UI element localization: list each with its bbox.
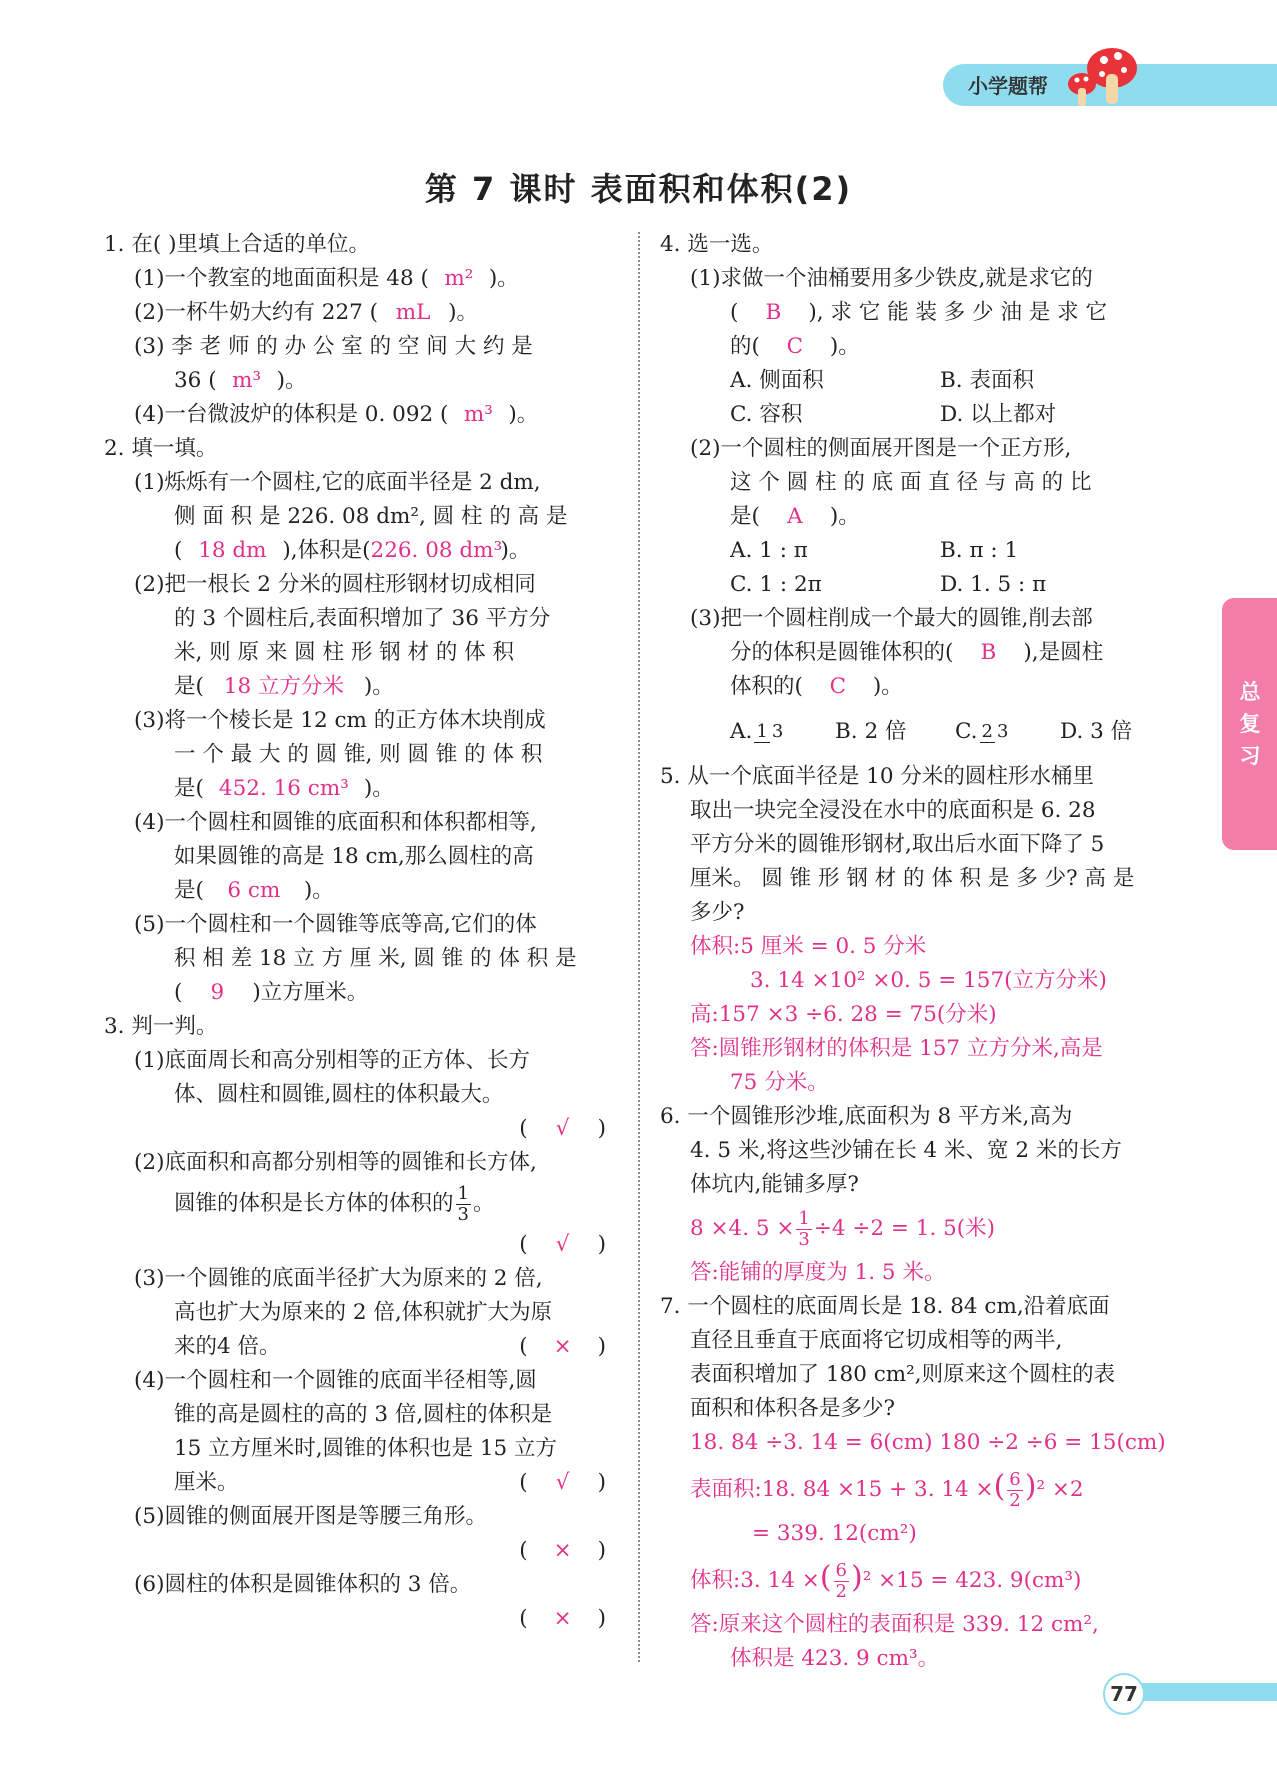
q2-stem: 2. 填一填。 bbox=[104, 436, 218, 461]
answer: √ bbox=[555, 1232, 570, 1257]
q2-item-5-answer: ( 9 )立方厘米。 bbox=[104, 976, 614, 1010]
q3-text: (2)底面积和高都分别相等的圆锥和长方体, bbox=[134, 1150, 537, 1175]
q2-item-2-answer: 是( 18 立方分米 )。 bbox=[104, 670, 614, 704]
question-4 bbox=[660, 228, 1170, 760]
q2-text: (1)烁烁有一个圆柱,它的底面半径是 2 dm, bbox=[134, 470, 541, 495]
answer: B bbox=[765, 300, 782, 325]
q4-options: C. 容积 D. 以上都对 bbox=[730, 402, 1057, 427]
answer: 18 立方分米 bbox=[223, 674, 344, 699]
q1-item-1: (1)一个教室的地面面积是 48 ( m² )。 bbox=[104, 262, 614, 296]
question-7 bbox=[660, 1290, 1170, 1676]
answer: 6 cm bbox=[227, 878, 281, 903]
q4-item-3-answer: 分的体积是圆锥体积的( B ),是圆柱 bbox=[660, 636, 1170, 670]
answer: C bbox=[829, 674, 847, 699]
q2-text: (5)一个圆柱和一个圆锥等底等高,它们的体 bbox=[134, 912, 537, 937]
q4-options: A. 1 3 B. 2 倍 C. 2 3 D. 3 倍 bbox=[730, 719, 1133, 744]
q1-stem: 1. 在( )里填上合适的单位。 bbox=[104, 232, 370, 257]
q2-text: (3)将一个棱长是 12 cm 的正方体木块削成 bbox=[134, 708, 546, 733]
q3-judge-4: 厘米。 ( √ ) bbox=[104, 1466, 614, 1500]
q2-text: (4)一个圆柱和圆锥的底面积和体积都相等, bbox=[134, 810, 537, 835]
q3-stem: 3. 判一判。 bbox=[104, 1014, 218, 1039]
q4-text: (1)求做一个油桶要用多少铁皮,就是求它的 bbox=[690, 266, 1093, 291]
q7-text: 直径且垂直于底面将它切成相等的两半, bbox=[690, 1328, 1063, 1353]
answer: C bbox=[786, 334, 804, 359]
q3-text: (5)圆锥的侧面展开图是等腰三角形。 bbox=[134, 1504, 487, 1529]
q1-item-4: (4)一台微波炉的体积是 0. 092 ( m³ )。 bbox=[104, 398, 614, 432]
right-column bbox=[660, 228, 1170, 1676]
q3-text: 高也扩大为原来的 2 倍,体积就扩大为原 bbox=[174, 1300, 553, 1325]
q2-item-3-answer: 是( 452. 16 cm³ )。 bbox=[104, 772, 614, 806]
q5-solution: 3. 14 ×10² ×0. 5 = 157(立方分米) bbox=[750, 968, 1107, 993]
q5-solution: 答:圆锥形钢材的体积是 157 立方分米,高是 bbox=[690, 1036, 1103, 1061]
q3-text: (1)底面周长和高分别相等的正方体、长方 bbox=[134, 1048, 530, 1073]
q7-solution: 体积是 423. 9 cm³。 bbox=[730, 1646, 940, 1671]
q2-text: 如果圆锥的高是 18 cm,那么圆柱的高 bbox=[174, 844, 534, 869]
q2-text: 侧 面 积 是 226. 08 dm², 圆 柱 的 高 是 bbox=[174, 504, 568, 529]
q3-text: (3)一个圆锥的底面半径扩大为原来的 2 倍, bbox=[134, 1266, 543, 1291]
answer: √ bbox=[555, 1116, 570, 1141]
q7-text: 表面积增加了 180 cm²,则原来这个圆柱的表 bbox=[690, 1362, 1116, 1387]
answer: √ bbox=[555, 1470, 570, 1495]
left-column bbox=[104, 228, 614, 1636]
q2-text: 积 相 差 18 立 方 厘 米, 圆 锥 的 体 积 是 bbox=[174, 946, 577, 971]
q6-text: 4. 5 米,将这些沙铺在长 4 米、宽 2 米的长方 bbox=[690, 1138, 1122, 1163]
q3-text: (6)圆柱的体积是圆锥体积的 3 倍。 bbox=[134, 1572, 472, 1597]
q4-item-3-answer: 体积的( C )。 bbox=[660, 670, 1170, 704]
q5-text: 5. 从一个底面半径是 10 分米的圆柱形水桶里 bbox=[660, 764, 1094, 789]
q2-item-1-answers: ( 18 dm ),体积是(226. 08 dm³)。 bbox=[104, 534, 614, 568]
q6-solution: 8 ×4. 5 × $\frac{1}{3}$ ÷4 ÷2 = 1. 5(米) bbox=[690, 1207, 996, 1250]
page-number: 77 bbox=[1103, 1673, 1145, 1715]
q4-item-1-answer: 的( C )。 bbox=[660, 330, 1170, 364]
q4-text: (3)把一个圆柱削成一个最大的圆锥,削去部 bbox=[690, 606, 1093, 631]
q7-text: 7. 一个圆柱的底面周长是 18. 84 cm,沿着底面 bbox=[660, 1294, 1110, 1319]
q3-judge-3: 来的4 倍。 ( × ) bbox=[104, 1330, 614, 1364]
answer: B bbox=[980, 640, 997, 665]
q1-item-3: (3) 李 老 师 的 办 公 室 的 空 间 大 约 是 bbox=[134, 334, 533, 359]
q1-item-3-cont: 36 ( m³ )。 bbox=[104, 364, 614, 398]
q4-item-1-answer: ( B ), 求 它 能 装 多 少 油 是 求 它 bbox=[660, 296, 1170, 330]
q2-text: 一 个 最 大 的 圆 锥, 则 圆 锥 的 体 积 bbox=[174, 742, 543, 767]
q4-options: A. 侧面积 B. 表面积 bbox=[730, 368, 1034, 393]
q4-stem: 4. 选一选。 bbox=[660, 232, 774, 257]
fraction: $\frac{6}{2}$ bbox=[1009, 1468, 1021, 1511]
q2-text: 米, 则 原 来 圆 柱 形 钢 材 的 体 积 bbox=[174, 640, 515, 665]
q3-judge-6: ( × ) bbox=[104, 1602, 614, 1636]
q5-solution: 75 分米。 bbox=[730, 1070, 829, 1095]
page-title: 第 7 课时 表面积和体积(2) bbox=[424, 170, 853, 208]
q5-text: 多少? bbox=[690, 900, 745, 925]
q4-text: 这 个 圆 柱 的 底 面 直 径 与 高 的 比 bbox=[730, 470, 1092, 495]
q5-solution: 高:157 ×3 ÷6. 28 = 75(分米) bbox=[690, 1002, 997, 1027]
q5-text: 平方分米的圆锥形钢材,取出后水面下降了 5 bbox=[690, 832, 1105, 857]
q4-options: C. 1 : 2π D. 1. 5 : π bbox=[730, 572, 1047, 597]
answer: mL bbox=[395, 300, 431, 325]
q4-item-2-answer: 是( A )。 bbox=[660, 500, 1170, 534]
q3-text: 15 立方厘米时,圆锥的体积也是 15 立方 bbox=[174, 1436, 558, 1461]
question-5 bbox=[660, 760, 1170, 1100]
header-brand: 小学题帮 bbox=[968, 74, 1048, 98]
q3-text: 体、圆柱和圆锥,圆柱的体积最大。 bbox=[174, 1082, 504, 1107]
q7-solution: 体积:3. 14 ×( $\frac{6}{2}$ )² ×15 = 423. 9(cm³) bbox=[690, 1559, 1082, 1602]
column-divider bbox=[638, 232, 640, 1662]
q3-text: 圆锥的体积是长方体的体积的 $\frac{1}{3}$ 。 bbox=[174, 1182, 495, 1225]
q6-text: 6. 一个圆锥形沙堆,底面积为 8 平方米,高为 bbox=[660, 1104, 1073, 1129]
q4-text: (2)一个圆柱的侧面展开图是一个正方形, bbox=[690, 436, 1072, 461]
question-3 bbox=[104, 1010, 614, 1636]
q3-text: 锥的高是圆柱的高的 3 倍,圆柱的体积是 bbox=[174, 1402, 553, 1427]
q7-solution: 表面积:18. 84 ×15 + 3. 14 ×( $\frac{6}{2}$ )² ×2 bbox=[690, 1468, 1084, 1511]
q7-solution: 答:原来这个圆柱的表面积是 339. 12 cm², bbox=[690, 1612, 1099, 1637]
answer: 9 bbox=[210, 980, 225, 1005]
answer: × bbox=[553, 1606, 572, 1631]
question-1 bbox=[104, 228, 614, 432]
answer: A bbox=[787, 504, 803, 529]
q3-judge-5: ( × ) bbox=[104, 1534, 614, 1568]
fraction: $\frac{1}{3}$ bbox=[457, 1182, 469, 1225]
side-tab-label: 总复习 bbox=[1239, 680, 1261, 768]
fraction: $\frac{6}{2}$ bbox=[835, 1559, 847, 1602]
q5-text: 取出一块完全浸没在水中的底面积是 6. 28 bbox=[690, 798, 1096, 823]
q2-item-4-answer: 是( 6 cm )。 bbox=[104, 874, 614, 908]
q4-options: A. 1 : π B. π : 1 bbox=[730, 538, 1019, 563]
q7-solution: = 339. 12(cm²) bbox=[752, 1521, 917, 1546]
q2-text: 的 3 个圆柱后,表面积增加了 36 平方分 bbox=[174, 606, 551, 631]
answer: × bbox=[553, 1538, 572, 1563]
q6-solution: 答:能铺的厚度为 1. 5 米。 bbox=[690, 1260, 946, 1285]
q3-text: (4)一个圆柱和一个圆锥的底面半径相等,圆 bbox=[134, 1368, 537, 1393]
answer: 226. 08 dm³ bbox=[370, 538, 503, 563]
q5-text: 厘米。 圆 锥 形 钢 材 的 体 积 是 多 少? 高 是 bbox=[690, 866, 1135, 891]
question-2 bbox=[104, 432, 614, 1010]
page-footer-bar bbox=[1128, 1683, 1277, 1701]
q3-judge-2: ( √ ) bbox=[104, 1228, 614, 1262]
q6-text: 体坑内,能铺多厚? bbox=[690, 1172, 859, 1197]
answer: 452. 16 cm³ bbox=[218, 776, 349, 801]
answer: m³ bbox=[232, 368, 262, 393]
fraction: 2 3 bbox=[981, 720, 1009, 742]
answer: m² bbox=[444, 266, 474, 291]
fraction: 1 3 bbox=[756, 720, 784, 742]
q7-solution: 18. 84 ÷3. 14 = 6(cm) 180 ÷2 ÷6 = 15(cm) bbox=[690, 1430, 1166, 1455]
question-6 bbox=[660, 1100, 1170, 1290]
q7-text: 面积和体积各是多少? bbox=[690, 1396, 896, 1421]
q3-judge-1: ( √ ) bbox=[104, 1112, 614, 1146]
answer: × bbox=[553, 1334, 572, 1359]
answer: m³ bbox=[463, 402, 493, 427]
q5-solution: 体积:5 厘米 = 0. 5 分米 bbox=[690, 934, 927, 959]
answer: 18 dm bbox=[198, 538, 267, 563]
fraction: $\frac{1}{3}$ bbox=[798, 1207, 810, 1250]
q2-text: (2)把一根长 2 分米的圆柱形钢材切成相同 bbox=[134, 572, 536, 597]
mushroom-icon bbox=[1062, 44, 1142, 114]
q1-item-2: (2)一杯牛奶大约有 227 ( mL )。 bbox=[104, 296, 614, 330]
